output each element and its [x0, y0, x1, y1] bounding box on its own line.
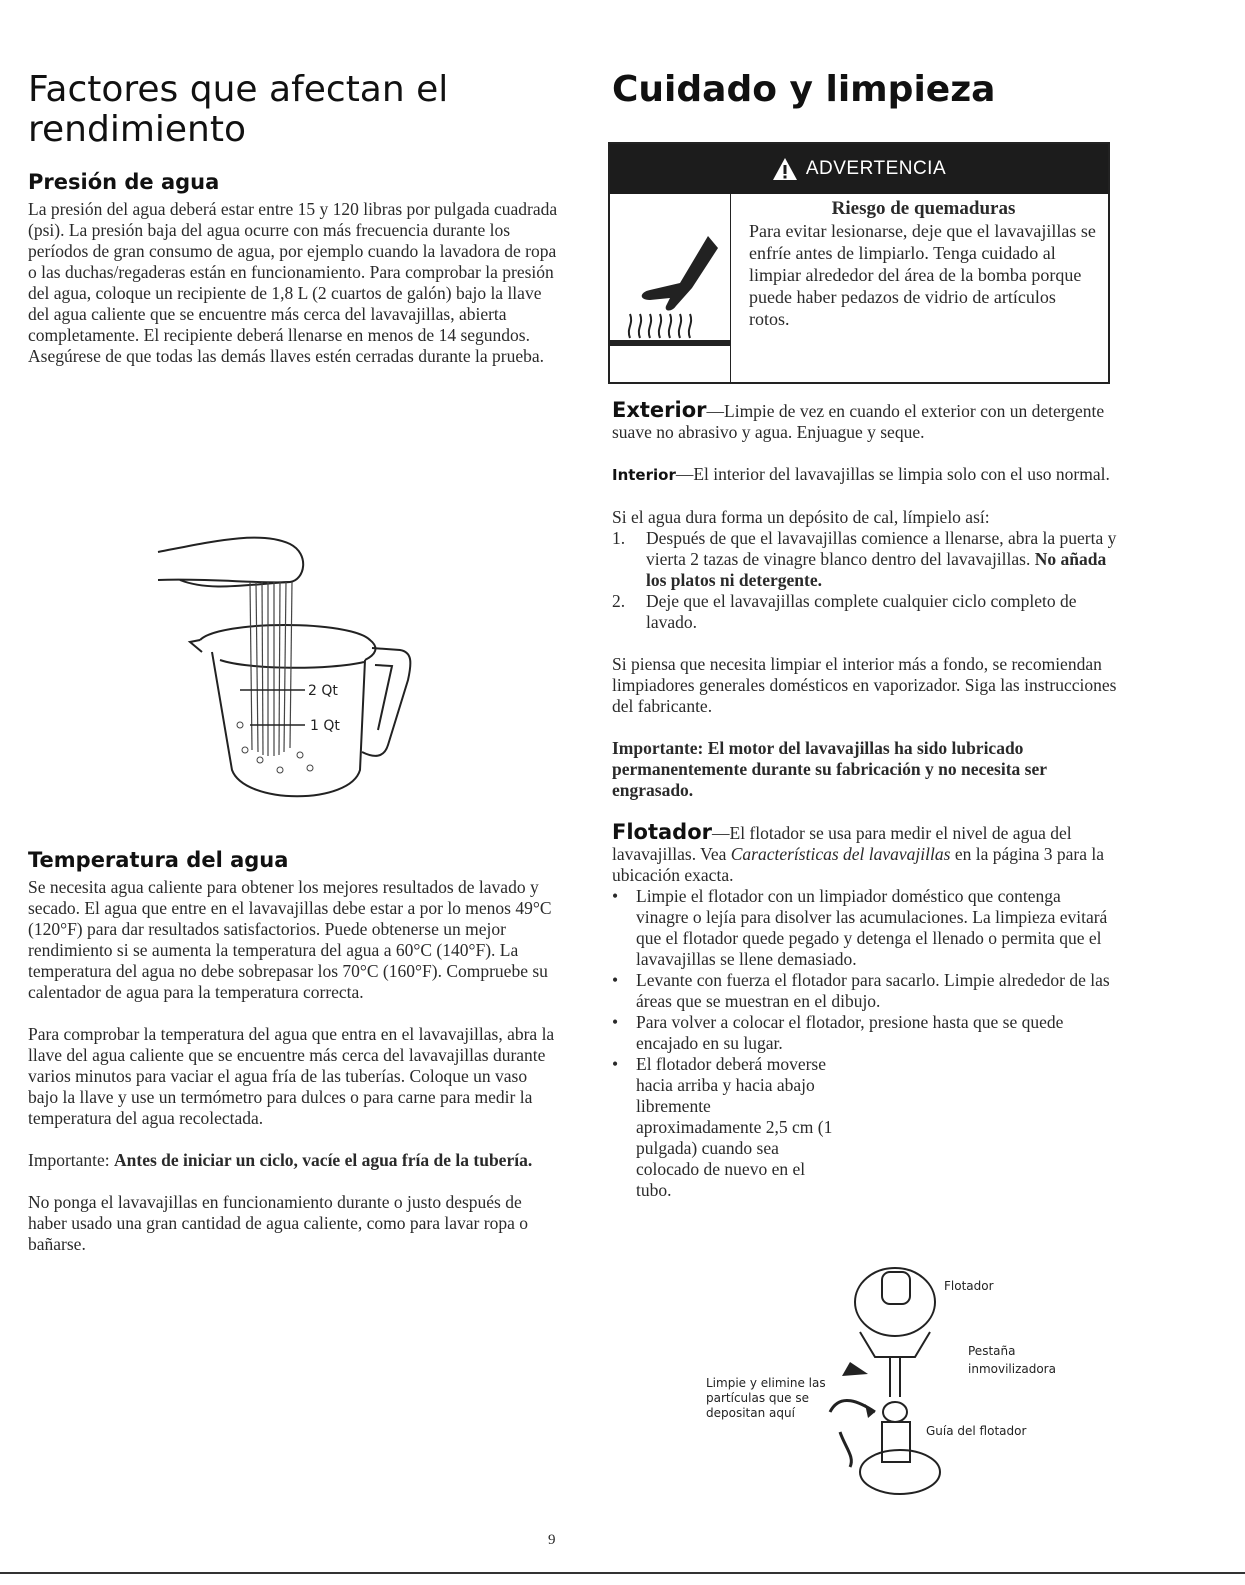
temperature-text-2: Para comprobar la temperatura del agua que entra en el lavavajillas, abra la llave del agua caliente que se encuentre más cerca del lavavajillas durante varios minutos para vaciar el agua fría de las tuberías. Coloque un vaso bajo la llave y use un termómetro para dulces o para carne para medir la temperatura del agua recolectada.	[28, 1024, 555, 1128]
lime-steps	[612, 528, 1117, 633]
page-number: 9	[548, 1532, 556, 1548]
float-paragraph	[612, 822, 1117, 886]
motor-note: Importante: El motor del lavavajillas ha sido lubricado permanentemente durante su fabricación y no necesita ser engrasado.	[612, 738, 1047, 800]
left-column	[28, 70, 558, 367]
warning-title: Riesgo de quemaduras	[831, 198, 1016, 219]
label-flotador: Flotador	[944, 1279, 994, 1293]
pitcher-label-2qt: 2 Qt	[308, 683, 338, 699]
interior-label: Interior	[612, 466, 676, 484]
hot-surface-hand-icon	[610, 228, 730, 348]
bullet-text: El flotador deberá moverse hacia arriba y hacia abajo libremente aproximadamente 2,5 cm (1 pulgada) cuando sea colocado de nuevo en el tubo.	[636, 1054, 833, 1200]
step-number: 1.	[612, 528, 626, 548]
temperature-important	[28, 1150, 558, 1171]
label-limpie-2: partículas que se	[706, 1391, 809, 1405]
bullet-dot: •	[612, 886, 619, 906]
interior-text: —El interior del lavavajillas se limpia solo con el uso normal.	[675, 464, 1110, 484]
section-title-care: Cuidado y limpieza	[612, 69, 996, 110]
bullet-dot: •	[612, 970, 619, 990]
float-text-a: —El flotador se usa para medir el nivel de agua del lavavajillas. Vea	[612, 823, 1072, 864]
exterior-label: Exterior	[612, 398, 707, 422]
lime-step-2	[612, 591, 1117, 633]
warning-text-cell	[731, 194, 1108, 382]
heading-water-pressure: Presión de agua	[28, 170, 220, 194]
title-line-2: rendimiento	[28, 109, 247, 150]
lime-step-1	[612, 528, 1117, 591]
float-bullets	[612, 886, 1117, 1201]
bullet-text: Para volver a colocar el flotador, presione hasta que se quede encajado en su lugar.	[636, 1012, 1064, 1053]
step-bold-text: No añada los platos ni detergente.	[646, 549, 1107, 590]
warning-body	[610, 194, 1108, 382]
bullet-dot: •	[612, 1054, 619, 1074]
warning-triangle-icon	[772, 157, 798, 181]
care-content	[612, 400, 1117, 1201]
label-limpie-1: Limpie y elimine las	[706, 1376, 826, 1390]
label-pestana-2: inmovilizadora	[968, 1362, 1056, 1376]
bottom-rule	[0, 1572, 1245, 1574]
exterior-text: —Limpie de vez en cuando el exterior con un detergente suave no abrasivo y agua. Enjuague y seque.	[612, 401, 1105, 442]
section-title-performance	[28, 70, 558, 150]
warning-header-text: ADVERTENCIA	[805, 158, 947, 179]
float-bullet-4	[612, 1054, 1117, 1201]
important-label: Importante:	[28, 1150, 110, 1170]
step-text: Después de que el lavavajillas comience a llenarse, abra la puerta y vierta 2 tazas de vinagre blanco dentro del lavavajillas.	[646, 528, 1117, 569]
exterior-paragraph	[612, 400, 1117, 443]
interior-paragraph	[612, 464, 1117, 486]
pressure-text: La presión del agua deberá estar entre 15 y 120 libras por pulgada cuadrada (psi). La presión baja del agua ocurre con más frecuencia durante los períodos de gran consumo de agua, por ejemplo cuando la lavadora de ropa o las duchas/regaderas están en funcionamiento. Para comprobar la presión del agua, coloque un recipiente de 1,8 L (2 cuartos de galón) bajo la llave del agua caliente que se encuentre más cerca del lavavajillas, abierta completamente. El recipiente deberá llenarse en menos de 14 segundos. Asegúrese de que todas las demás llaves estén cerradas durante la prueba.	[28, 199, 558, 366]
lime-intro: Si el agua dura forma un depósito de cal, límpielo así:	[612, 507, 990, 527]
temperature-text-3: No ponga el lavavajillas en funcionamiento durante o justo después de haber usado una gran cantidad de agua caliente, como para lavar ropa o bañarse.	[28, 1192, 528, 1254]
heading-water-temperature: Temperatura del agua	[28, 848, 289, 872]
float-label: Flotador	[612, 820, 712, 844]
warning-icon-cell	[610, 194, 731, 382]
temperature-text-1: Se necesita agua caliente para obtener los mejores resultados de lavado y secado. El agua que entre en el lavavajillas debe estar a por lo menos 49°C (120°F) para dar resultados satisfactorios. Puede obtenerse un mejor rendimiento si se aumenta la temperatura del agua a 60°C (140°F). La temperatura del agua no debe sobrepasar los 70°C (160°F). Compruebe su calentador de agua para la temperatura correcta.	[28, 877, 552, 1002]
float-text-italic: Características del lavavajillas	[730, 844, 951, 864]
important-text: Antes de iniciar un ciclo, vacíe el agua fría de la tubería.	[114, 1150, 533, 1170]
warning-text: Para evitar lesionarse, deje que el lavavajillas se enfríe antes de limpiarlo. Tenga cuidado al limpiar alrededor del área de la bomba porque puede haber pedazos de vidrio de artículos rotos.	[749, 221, 1096, 329]
step-text: Deje que el lavavajillas complete cualquier ciclo completo de lavado.	[646, 591, 1077, 632]
float-bullet-1	[612, 886, 1117, 970]
label-limpie-3: depositan aquí	[706, 1406, 795, 1420]
bullet-text: Levante con fuerza el flotador para sacarlo. Limpie alrededor de las áreas que se muestran en el dibujo.	[636, 970, 1110, 1011]
title-line-1: Factores que afectan el	[28, 69, 449, 110]
pitcher-label-1qt: 1 Qt	[310, 718, 340, 734]
warning-box	[608, 142, 1110, 384]
label-guia: Guía del flotador	[926, 1424, 1027, 1438]
float-text-b: en la página 3 para la ubicación exacta.	[612, 844, 1104, 885]
float-bullet-2	[612, 970, 1117, 1012]
deep-clean-text: Si piensa que necesita limpiar el interior más a fondo, se recomiendan limpiadores generales domésticos en vaporizador. Siga las instrucciones del fabricante.	[612, 654, 1117, 716]
temperature-section	[28, 848, 558, 1255]
label-pestana-1: Pestaña	[968, 1344, 1016, 1358]
step-number: 2.	[612, 591, 626, 611]
right-column	[612, 70, 1117, 110]
float-diagram	[820, 1262, 960, 1502]
pitcher-illustration	[150, 520, 420, 810]
bullet-dot: •	[612, 1012, 619, 1032]
float-bullet-3	[612, 1012, 1117, 1054]
warning-header	[610, 144, 1108, 194]
bullet-text: Limpie el flotador con un limpiador doméstico que contenga vinagre o lejía para disolver las acumulaciones. La limpieza evitará que el flotador quede pegado y detenga el llenado o permita que el lavavajillas se llene demasiado.	[636, 886, 1108, 969]
